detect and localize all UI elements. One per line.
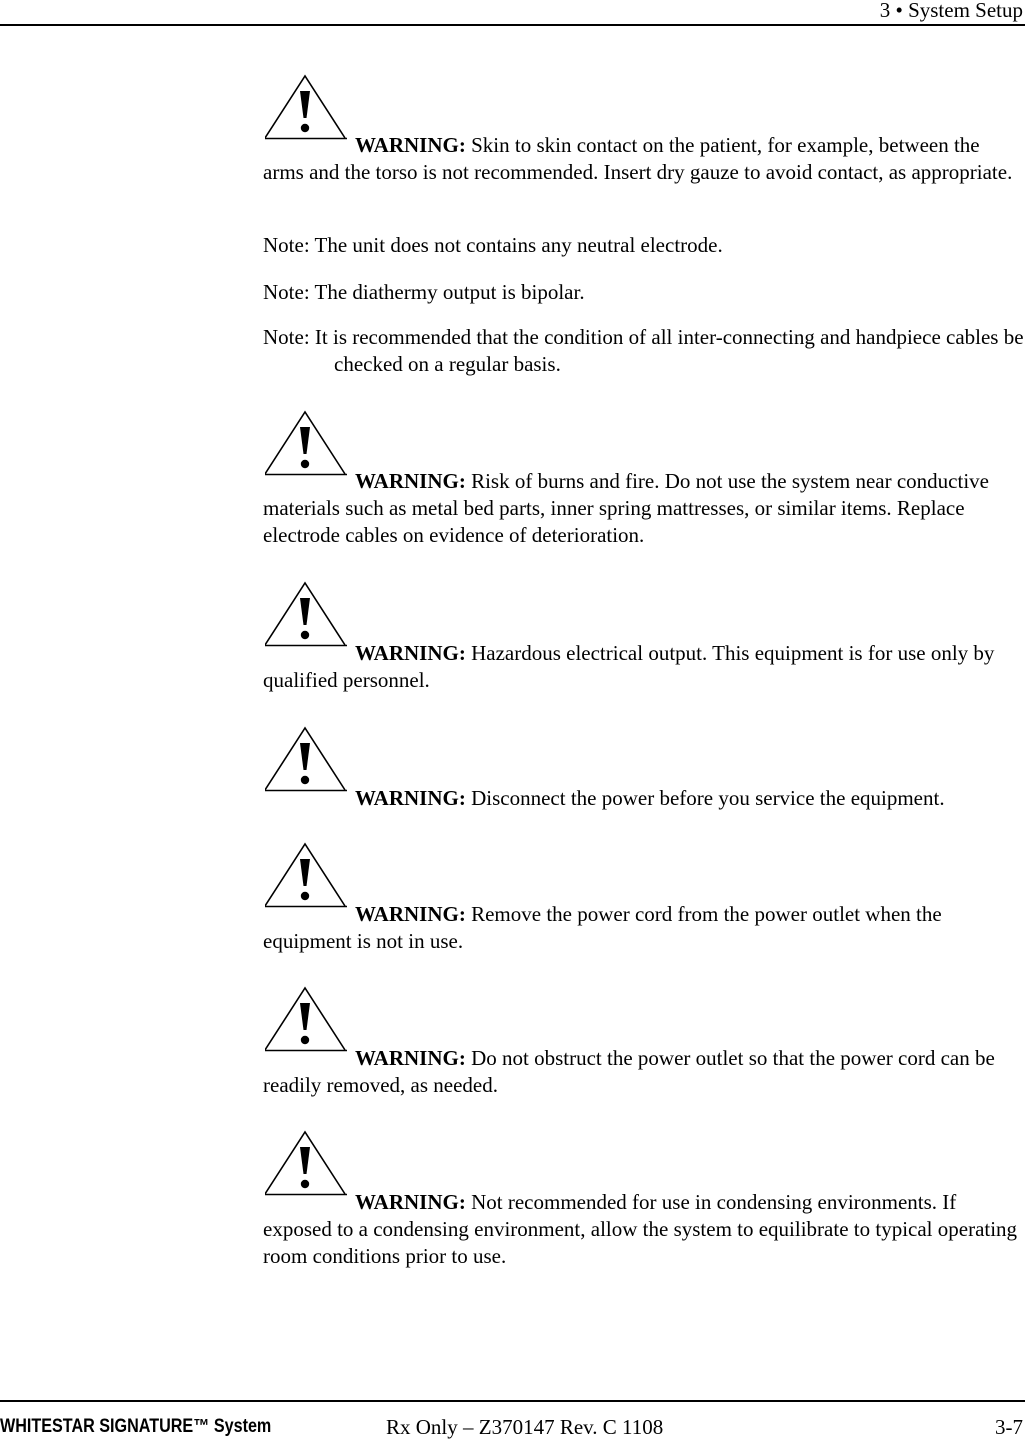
- note: Note: The unit does not contains any neutral electrode.: [263, 233, 723, 257]
- warning-text: [263, 1045, 1025, 1099]
- warning-text: [263, 901, 1025, 955]
- warning-text: [263, 132, 1025, 186]
- warning-text: [263, 640, 1025, 694]
- warning-text: [263, 468, 1025, 549]
- warning-triangle-icon: [265, 726, 347, 792]
- footer-page-number: 3-7: [995, 1415, 1023, 1439]
- warning-triangle-icon: [265, 74, 347, 140]
- header-divider: [0, 24, 1025, 26]
- warning-label: WARNING:: [355, 469, 466, 493]
- footer-divider: [0, 1400, 1025, 1402]
- note: Note: It is recommended that the condition of all inter-connecting and handpiece cables be checked on a regular basis.: [263, 325, 1024, 376]
- warning-triangle-icon: [265, 986, 347, 1052]
- warning-triangle-icon: [265, 581, 347, 647]
- note: Note: The diathermy output is bipolar.: [263, 280, 585, 304]
- warning-triangle-icon: [265, 1130, 347, 1196]
- warning-body: Hazardous electrical output. This equipment is for use only by qualified personnel.: [263, 641, 995, 692]
- warning-text: [263, 1189, 1025, 1270]
- warning-label: WARNING:: [355, 133, 466, 157]
- warning-body: Risk of burns and fire. Do not use the system near conductive materials such as metal bed parts, inner spring mattresses, or similar items. Replace electrode cables on evidence of deterioration.: [263, 469, 989, 547]
- warning-label: WARNING:: [355, 1190, 466, 1214]
- warning-label: WARNING:: [355, 1046, 466, 1070]
- warning-body: Do not obstruct the power outlet so that the power cord can be readily removed, as needed.: [263, 1046, 995, 1097]
- warning-label: WARNING:: [355, 902, 466, 926]
- warning-triangle-icon: [265, 410, 347, 476]
- footer-document-id: Rx Only – Z370147 Rev. C 1108: [386, 1415, 664, 1439]
- warning-text: [263, 785, 1025, 812]
- chapter-title: 3 • System Setup: [879, 0, 1023, 22]
- warning-label: WARNING:: [355, 786, 466, 810]
- warning-body: Remove the power cord from the power outlet when the equipment is not in use.: [263, 902, 942, 953]
- footer-product-name: WHITESTAR SIGNATURE™ System: [0, 1416, 272, 1437]
- warning-body: Skin to skin contact on the patient, for example, between the arms and the torso is not recommended. Insert dry gauze to avoid contact, as appropriate.: [263, 133, 1013, 184]
- page-header: [880, 0, 1023, 20]
- warning-body: Not recommended for use in condensing environments. If exposed to a condensing environment, allow the system to equilibrate to typical operating room conditions prior to use.: [263, 1190, 1018, 1268]
- warning-body: Disconnect the power before you service the equipment.: [465, 786, 945, 810]
- warning-triangle-icon: [265, 842, 347, 908]
- warning-label: WARNING:: [355, 641, 466, 665]
- page-footer: [0, 1415, 1025, 1441]
